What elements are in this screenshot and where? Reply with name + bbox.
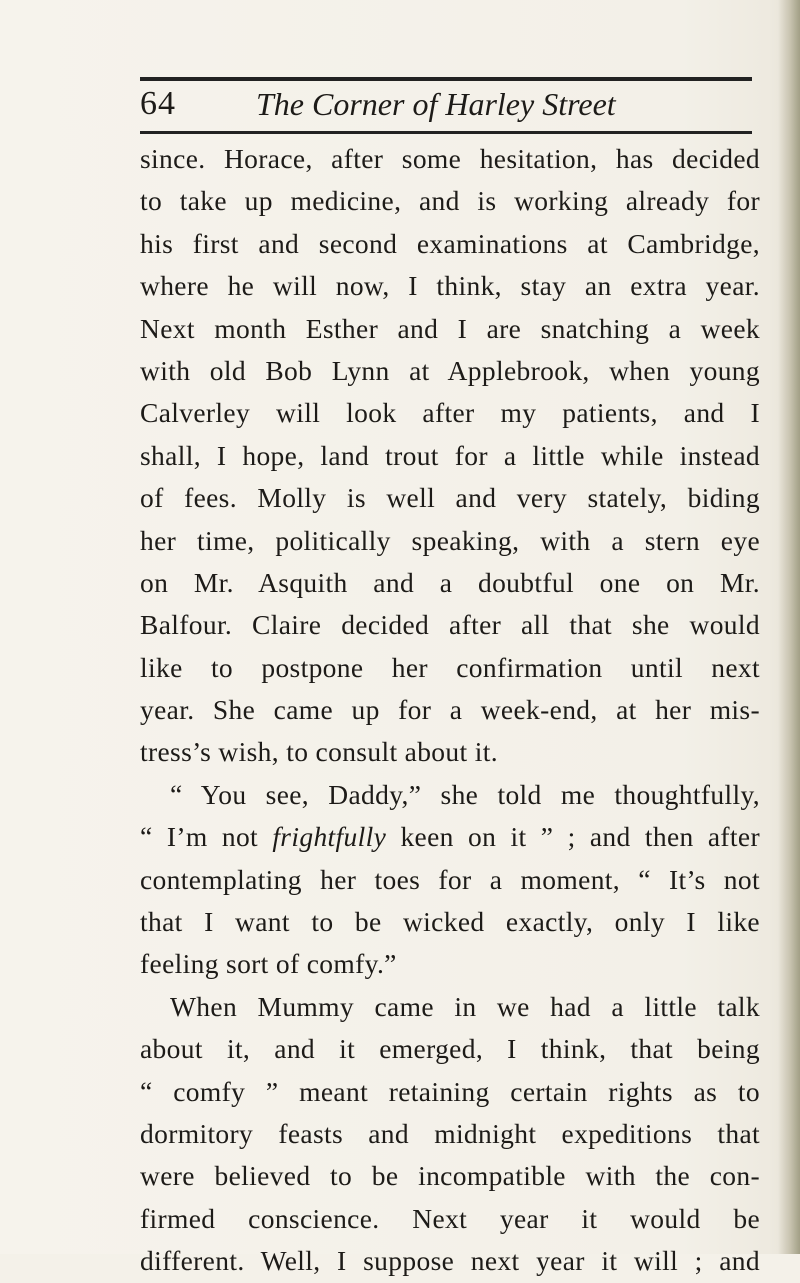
- text-line: since. Horace, after some hesitation, has decided: [140, 143, 760, 174]
- text-line: Calverley will look after my patients, and I: [140, 397, 760, 429]
- text-line: Balfour. Claire decided after all that she would: [140, 609, 760, 641]
- text-line: When Mummy came in we had a little talk: [170, 990, 760, 1022]
- text-line: year. She came up for a week-end, at her mis-: [140, 694, 760, 726]
- text-line: that I want to be wicked exactly, only I like: [140, 906, 760, 938]
- text-segment: “ I’m not: [140, 821, 273, 853]
- italic-text: frightfully: [272, 821, 387, 853]
- page-edge-shadow: [778, 0, 800, 1254]
- body-text: [140, 138, 760, 1283]
- text-line: “ comfy ” meant retaining certain rights as to: [140, 1075, 760, 1107]
- text-line: about it, and it emerged, I think, that being: [140, 1033, 760, 1065]
- text-line: on Mr. Asquith and a doubtful one on Mr.: [140, 566, 760, 598]
- book-title: The Corner of Harley Street: [256, 86, 616, 122]
- header-rule-top: [140, 77, 752, 81]
- text-line: dormitory feasts and midnight expeditions that: [140, 1117, 760, 1149]
- text-line: contemplating her toes for a moment, “ It’s not: [140, 863, 760, 895]
- text-line: were believed to be incompatible with the con-: [140, 1160, 760, 1192]
- text-line: tress’s wish, to consult about it.: [140, 736, 498, 768]
- text-segment: keen on it ” ; and then after: [386, 821, 760, 853]
- text-line: shall, I hope, land trout for a little while instead: [140, 439, 760, 471]
- text-line: firmed conscience. Next year it would be: [140, 1202, 760, 1234]
- text-line: feeling sort of comfy.”: [140, 948, 397, 980]
- page-number: 64: [140, 85, 176, 122]
- running-head: [140, 82, 752, 128]
- text-line: where he will now, I think, stay an extra year.: [140, 270, 760, 302]
- text-line: Next month Esther and I are snatching a week: [140, 312, 760, 344]
- text-line: of fees. Molly is well and very stately, biding: [140, 482, 760, 514]
- text-line: to take up medicine, and is working already for: [140, 185, 760, 217]
- text-line: like to postpone her confirmation until next: [140, 651, 760, 683]
- text-line: her time, politically speaking, with a stern eye: [140, 524, 760, 556]
- text-line: [140, 816, 760, 858]
- text-line: different. Well, I suppose next year it will ; and: [140, 1245, 760, 1277]
- text-line: “ You see, Daddy,” she told me thoughtfully,: [170, 778, 760, 810]
- text-line: with old Bob Lynn at Applebrook, when young: [140, 354, 760, 386]
- text-line: his first and second examinations at Cambridge,: [140, 227, 760, 259]
- header-rule-bottom: [140, 131, 752, 134]
